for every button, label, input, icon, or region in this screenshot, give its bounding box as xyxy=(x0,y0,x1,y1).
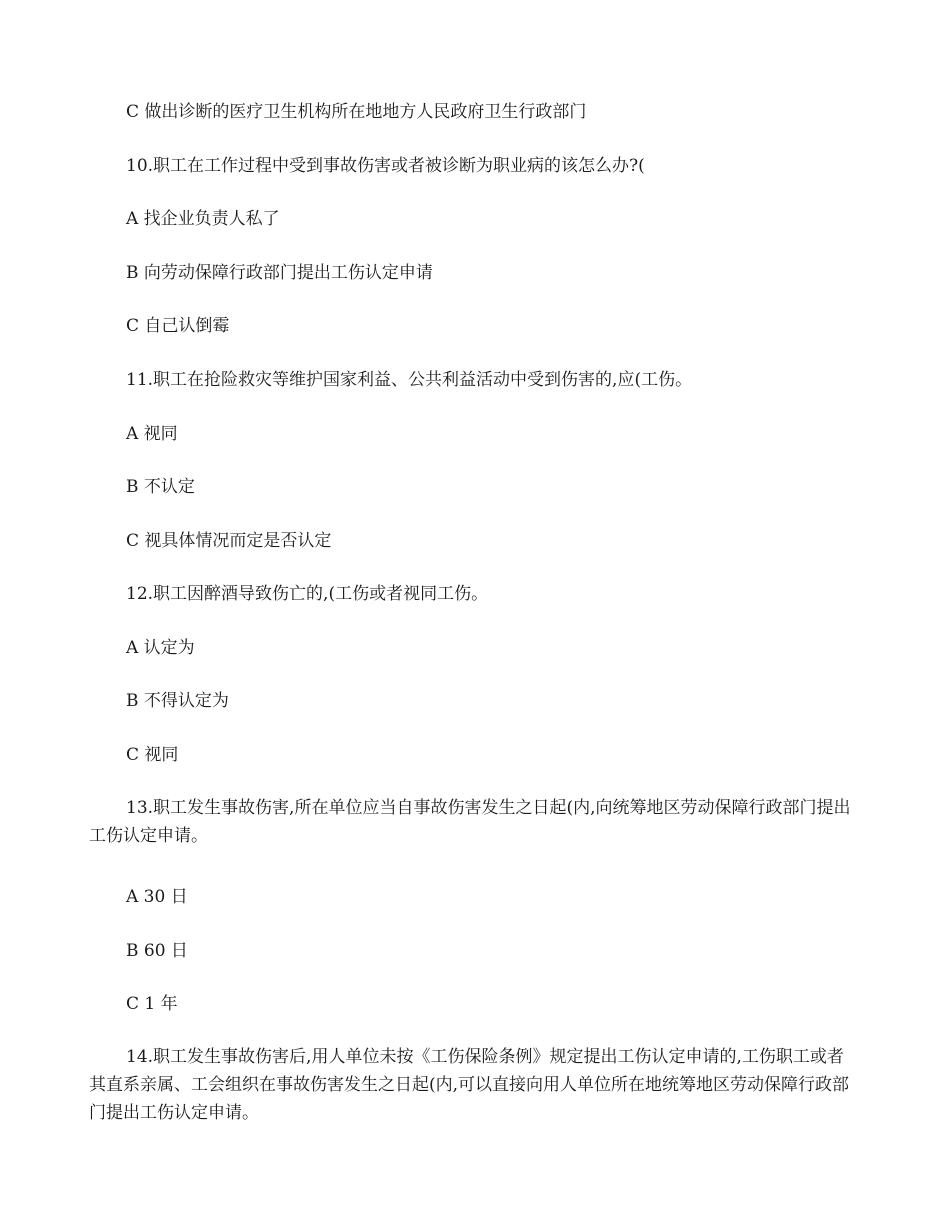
option-13c: C 1 年 xyxy=(126,994,178,1014)
option-13a: A 30 日 xyxy=(126,887,188,907)
option-11c: C 视具体情况而定是否认定 xyxy=(126,531,332,551)
option-12a: A 认定为 xyxy=(126,638,195,658)
question-11: 11.职工在抢险救灾等维护国家利益、公共利益活动中受到伤害的,应(工伤。 xyxy=(126,370,693,390)
option-12c: C 视同 xyxy=(126,745,179,765)
option-13b: B 60 日 xyxy=(126,941,188,961)
question-10: 10.职工在工作过程中受到事故伤害或者被诊断为职业病的该怎么办?( xyxy=(126,156,645,176)
option-10c: C 自己认倒霉 xyxy=(126,316,230,336)
option-10a: A 找企业负责人私了 xyxy=(126,209,280,229)
option-10b: B 向劳动保障行政部门提出工伤认定申请 xyxy=(126,263,433,283)
question-14: 14.职工发生事故伤害后,用人单位未按《工伤保险条例》规定提出工伤认定申请的,工伤职工或者其直系亲属、工会组织在事故伤害发生之日起(内,可以直接向用人单位所在地统筹地区劳动保障行政部门提出工伤认定申请。 xyxy=(89,1047,850,1123)
option-12b: B 不得认定为 xyxy=(126,691,229,711)
option-9c: C 做出诊断的医疗卫生机构所在地地方人民政府卫生行政部门 xyxy=(126,102,587,122)
option-11b: B 不认定 xyxy=(126,477,195,497)
question-13: 13.职工发生事故伤害,所在单位应当自事故伤害发生之日起(内,向统筹地区劳动保障行政部门提出工伤认定申请。 xyxy=(89,798,851,846)
question-12: 12.职工因醉酒导致伤亡的,(工伤或者视同工伤。 xyxy=(126,584,489,604)
option-11a: A 视同 xyxy=(126,424,178,444)
